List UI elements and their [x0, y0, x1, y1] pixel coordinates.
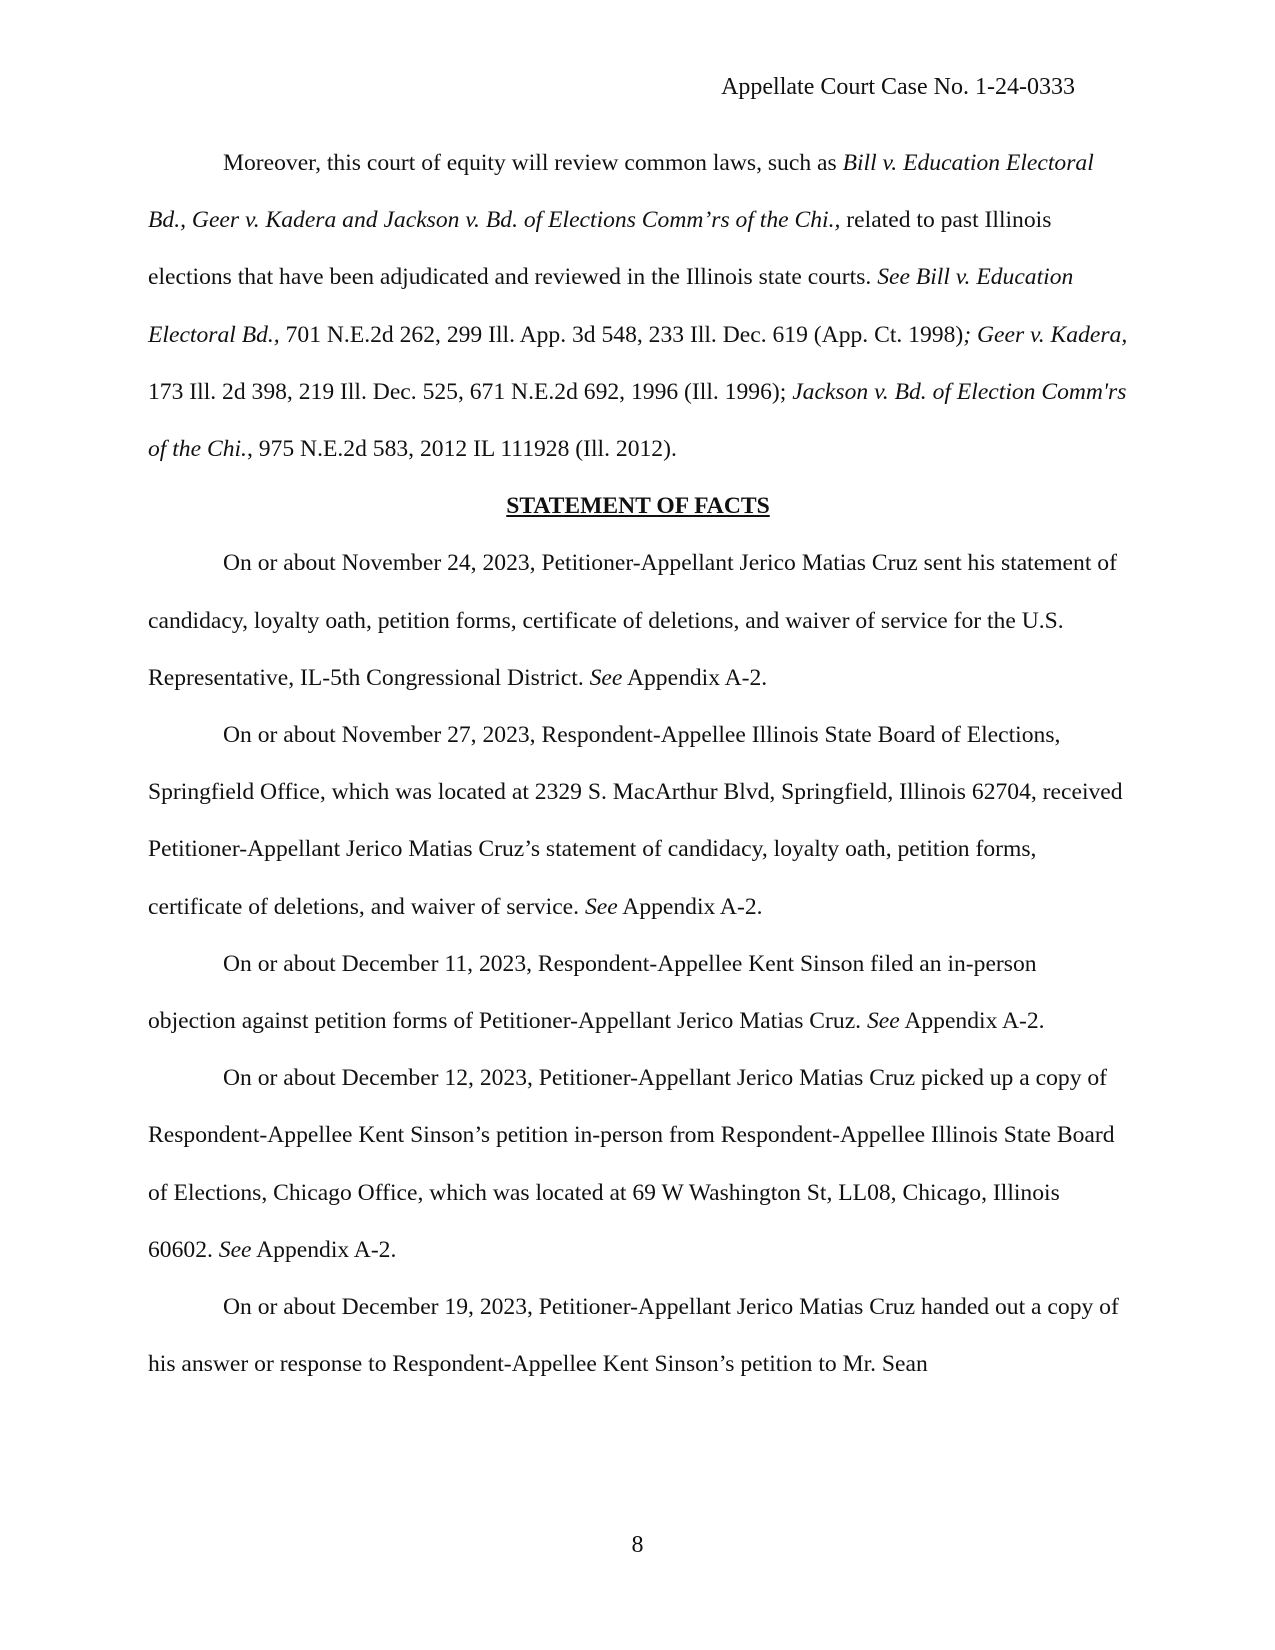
see-signal: See	[589, 664, 623, 691]
section-heading: STATEMENT OF FACTS	[506, 493, 770, 520]
fact-text: On or about December 11, 2023, Respondent-Appellee Kent Sinson filed an in-person objection against petition forms of Petitioner-Appellant Jerico Matias Cruz.	[148, 950, 1037, 1035]
intro-citation-geer: ; Geer v. Kadera,	[963, 321, 1128, 348]
fact-paragraph-3	[148, 936, 1128, 1050]
fact-text: On or about November 24, 2023, Petitioner-Appellant Jerico Matias Cruz sent his statement of candidacy, loyalty oath, petition forms, certificate of deletions, and waiver of service for the U.S. Representative, IL-5th Congressional District.	[148, 550, 1117, 691]
page-number: 8	[631, 1532, 644, 1558]
see-signal: See	[584, 893, 618, 920]
fact-paragraph-4	[148, 1050, 1128, 1279]
fact-text: On or about December 12, 2023, Petitioner-Appellant Jerico Matias Cruz picked up a copy of Respondent-Appellee Kent Sinson’s petition in-person from Respondent-Appellee Illinois State Board of Elections, Chicago Office, which was located at 69 W Washington St, LL08, Chicago, Illinois 60602.	[148, 1065, 1115, 1263]
fact-paragraph-1	[148, 535, 1128, 707]
see-signal: See	[218, 1236, 252, 1263]
intro-paragraph	[148, 135, 1128, 478]
appendix-ref: Appendix A-2.	[899, 1008, 1045, 1035]
intro-citation-bill: See Bill v. Education Electoral Bd.,	[148, 264, 1074, 348]
fact-text: On or about December 19, 2023, Petitioner-Appellant Jerico Matias Cruz handed out a copy of his answer or response to Respondent-Appellee Kent Sinson’s petition to Mr. Sean	[148, 1294, 1119, 1378]
fact-paragraph-2	[148, 707, 1128, 936]
appendix-ref: Appendix A-2.	[251, 1236, 397, 1263]
see-signal: See	[866, 1008, 900, 1035]
appendix-ref: Appendix A-2.	[622, 664, 768, 691]
intro-case-names: Bill v. Education Electoral Bd., Geer v. Kadera and Jackson v. Bd. of Elections Comm’rs of the Chi.,	[148, 150, 1094, 234]
intro-text-3: 701 N.E.2d 262, 299 Ill. App. 3d 548, 233 Ill. Dec. 619 (App. Ct. 1998)	[279, 321, 964, 348]
intro-text-4: 173 Ill. 2d 398, 219 Ill. Dec. 525, 671 N.E.2d 692, 1996 (Ill. 1996);	[148, 378, 793, 405]
appendix-ref: Appendix A-2.	[617, 893, 763, 920]
document-body	[148, 135, 1128, 1393]
fact-paragraph-5	[148, 1279, 1128, 1393]
case-number-header: Appellate Court Case No. 1-24-0333	[721, 74, 1075, 100]
fact-text: On or about November 27, 2023, Respondent-Appellee Illinois State Board of Elections, Springfield Office, which was located at 2329 S. MacArthur Blvd, Springfield, Illinois 62704, received Petitioner-Appellant Jerico Matias Cruz’s statement of candidacy, loyalty oath, petition forms, certificate of deletions, and waiver of service.	[148, 722, 1123, 920]
intro-citation-jackson: Jackson v. Bd. of Election Comm'rs of the Chi.	[148, 378, 1127, 463]
intro-text-5: , 975 N.E.2d 583, 2012 IL 111928 (Ill. 2012).	[246, 436, 677, 463]
intro-text-2: related to past Illinois elections that have been adjudicated and reviewed in the Illinois state courts.	[148, 207, 1052, 291]
intro-text-1: Moreover, this court of equity will review common laws, such as	[223, 150, 843, 176]
